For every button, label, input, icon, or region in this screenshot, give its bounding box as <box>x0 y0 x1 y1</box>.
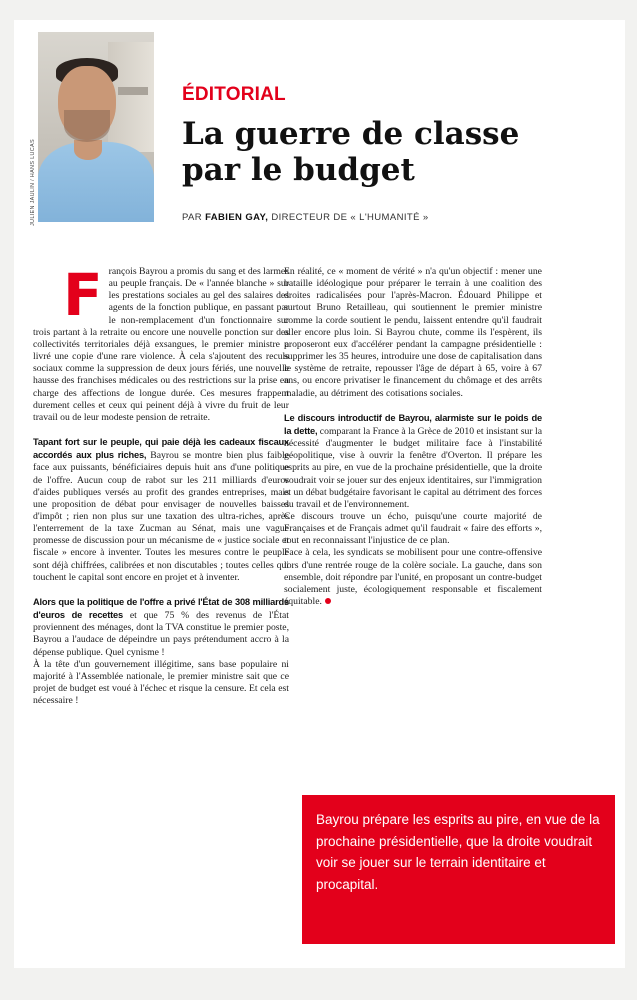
headline <box>182 116 602 188</box>
author-role: DIRECTEUR DE « L'HUMANITÉ » <box>271 212 429 223</box>
newspaper-page <box>14 20 625 968</box>
paragraph-lead: Tapant fort sur le peuple, qui paie déjà les cadeaux fiscaux accordés aux plus riches, <box>33 437 289 461</box>
paragraph <box>284 547 542 608</box>
paragraph-text: rançois Bayrou a promis du sang et des larmes au peuple français. De « l'année blanche » sur les prestations sociales au gel des salaires des agents de la fonction publique, en passant par le non-remplacement d'un fonctionnaire sur trois partant à la retraite ou encore une nouvelle ponction sur des collectivités territoriales déjà exsangues, le premier ministre a livré une copie d'une rare violence. À cela s'ajoutent des reculs sociaux comme la suppression de deux jours fériés, une nouvelle hausse des franchises médicales ou des restrictions sur la prise en charge des affections de longue durée. Ces mesures frappent durement celles et ceux qui peinent déjà à vivre du fruit de leur travail ou de leur modeste pension de retraite. <box>33 266 289 423</box>
headline-line-2: par le budget <box>182 152 415 188</box>
author-photo <box>38 32 154 222</box>
paragraph-text: comparant la France à la Grèce de 2010 et insistant sur la nécessité d'augmenter le budget militaire face à l'instabilité géopolitique, vise à ouvrir la fenêtre d'Overton. Il prépare les esprits au pire, en vue de la prochaine présidentielle, que la droite voudrait voir se jouer sur des enjeux identitaires, sur l'immigration et un débat budgétaire favorisant le capital au détriment des forces du travail et de l'environnement. <box>284 425 542 510</box>
section-kicker: ÉDITORIAL <box>182 84 286 105</box>
paragraph: Ce discours trouve un écho, puisqu'une courte majorité de Françaises et de Français admet qu'il faudrait « faire des efforts », tout en reconnaissant l'injustice de ce plan. <box>284 510 542 547</box>
pull-quote-text: Bayrou prépare les esprits au pire, en vue de la prochaine présidentielle, que la droite voudrait voir se jouer sur le terrain identitaire et procapital. <box>316 812 600 892</box>
paragraph-text: Face à cela, les syndicats se mobilisent pour une contre-offensive lors d'une rentrée rouge de la colère sociale. La gauche, dans son ensemble, doit répondre par l'unité, en proposant un contre-budget socialement juste, écologiquement responsable et fiscalement équitable. <box>284 547 542 608</box>
photo-credit: JULIEN JAULIN / HANS LUCAS <box>30 139 36 226</box>
paragraph: En réalité, ce « moment de vérité » n'a qu'un objectif : mener une bataille idéologique pour préparer le terrain à une coalition des droites radicalisées pour l'après-Macron. Édouard Philippe et surtout Bruno Retailleau, qui soutiennent le premier ministre comme la corde soutient le pendu, laissent entendre qu'il faudrait aller encore plus loin. Si Bayrou chute, comme ils l'espèrent, ils proposeront eux d'accélérer pendant la campagne présidentielle : supprimer les 35 heures, introduire une dose de capitalisation dans le système de retraite, repousser l'âge de départ à 65, voire à 67 ans, ou encore privatiser le financement du chômage et des arrêts maladie, au détriment des cotisations sociales. <box>284 266 542 399</box>
paragraph-lead: Alors que la politique de l'offre a privé l'État de 308 milliards d'euros de recettes <box>33 596 289 621</box>
headline-line-1: La guerre de classe <box>182 116 520 152</box>
paragraph <box>284 412 542 511</box>
column-right <box>284 266 542 608</box>
end-mark-icon <box>325 598 331 604</box>
paragraph: À la tête d'un gouvernement illégitime, sans base populaire ni majorité à l'Assemblée nationale, le premier ministre sait que ce projet de budget est voué à l'échec et risque la censure. Et cela est nécessaire ! <box>33 658 289 707</box>
drop-cap: F <box>63 261 103 329</box>
column-left <box>33 261 289 707</box>
pull-quote-box <box>302 795 615 944</box>
paragraph <box>33 596 289 659</box>
paragraph-lead: Le discours introductif de Bayrou, alarmiste sur le poids de la dette, <box>284 412 542 436</box>
byline <box>182 212 429 223</box>
author-name: FABIEN GAY, <box>205 212 269 223</box>
byline-prefix: PAR <box>182 212 203 223</box>
paragraph-text: Bayrou se montre bien plus faible face aux puissants, bénéficiaires depuis huit ans d'une politique de l'offre. Aucun coup de rabot sur les 211 milliards d'euros d'aides publiques versés au profit des grandes entreprises, mais une proposition de débat pour envisager de nouvelles baisses d'impôt ; rien non plus sur une taxation des ultra-riches, après l'enterrement de la taxe Zucman au Sénat, mais une vague promesse de discussion pour un mécanisme de « justice sociale et fiscale » encore à inventer. Toutes les mesures contre le peuple sont déjà chiffrées, calibrées et non discutables ; toutes celles qui touchent le capital sont encore en projet et à inventer. <box>33 450 289 583</box>
paragraph <box>33 261 289 424</box>
paragraph <box>33 436 289 584</box>
paragraph-text: et que 75 % des revenus de l'État proviennent des ménages, dont la TVA constitue le premier poste, Bayrou a l'audace de dépeindre un pays prétendument accro à la dépense publique. Quel cynisme ! <box>33 610 289 658</box>
